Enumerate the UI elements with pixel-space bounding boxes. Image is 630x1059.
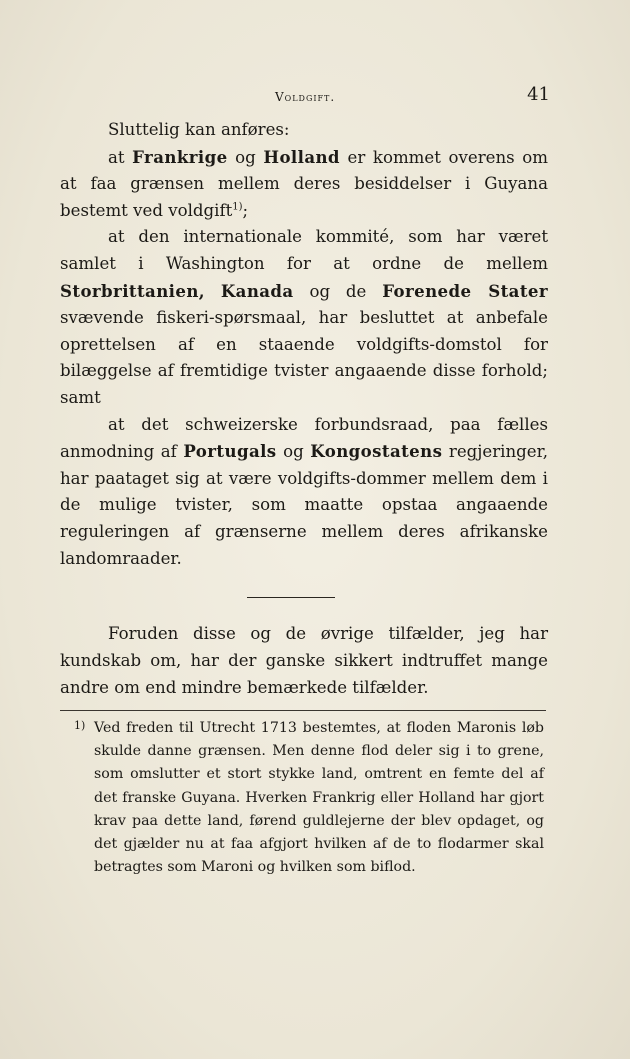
text-run: at det schweizerske forbundsraad, paa fælles anmodning af	[60, 414, 548, 462]
section-divider	[247, 597, 335, 598]
footnote-marker: 1)	[74, 719, 86, 732]
emphasis-kanada: Kanada	[220, 280, 294, 301]
text-run: svævende fiskeri-spørsmaal, har besluttet at anbefale oprettelsen af en staaende voldgifts-domstol for bilæggelse af fremtidige tvister angaaende disse forhold; samt	[60, 308, 548, 407]
footnote-divider	[60, 710, 546, 711]
footnote-reference[interactable]: 1)	[232, 201, 243, 213]
page-number: 41	[527, 84, 550, 105]
emphasis-forenede-stater: Forenede Stater	[382, 280, 549, 301]
text-run: regjeringer, har paataget sig at være voldgifts-dommer mellem dem i de mulige tvister, som maatte opstaa angaaende reguleringen af grænserne mellem deres afrikanske landomraader.	[60, 442, 548, 568]
page-header	[60, 80, 550, 110]
running-title: Voldgift.	[275, 90, 336, 104]
footnote	[74, 717, 544, 879]
footnote-text: Ved freden til Utrecht 1713 bestemtes, at floden Maronis løb skulde danne grænsen. Men denne flod deler sig i to grene, som omslutter et stort stykke land, omtrent en femte del af det franske Guyana. Hverken Frankrig eller Holland har gjort krav paa dette land, førend guldlejerne der blev opdaget, og det gjælder nu at faa afgjort hvilken af de to flodarmer skal betragtes som Maroni og hvilken som biflod.	[94, 720, 544, 876]
text-run: og	[276, 442, 311, 462]
text-run: er kommet overens om at faa grænsen mellem deres besiddelser i Guyana bestemt ved voldgift	[60, 147, 548, 220]
text-run: at	[108, 147, 133, 167]
text-run	[205, 282, 221, 301]
paragraph-closing: Foruden disse og de øvrige tilfælder, jeg har kundskab om, har der ganske sikkert indtruffet mange andre om end mindre bemærkede tilfælder.	[60, 624, 548, 697]
paragraph-washington-commission	[60, 224, 548, 411]
closing-text	[60, 620, 548, 701]
text-run: og	[227, 147, 264, 167]
text-run: at den internationale kommité, som har været samlet i Washington for at ordne de mellem	[60, 227, 548, 273]
paragraph-frankrige-holland	[60, 144, 548, 225]
emphasis-holland: Holland	[263, 146, 340, 167]
emphasis-kongostatens: Kongostatens	[310, 441, 443, 462]
text-run: ;	[242, 200, 249, 220]
paragraph-intro: Sluttelig kan anføres:	[108, 120, 290, 139]
main-text	[60, 117, 548, 572]
emphasis-storbrittanien: Storbrittanien,	[60, 280, 205, 301]
emphasis-frankrige: Frankrige	[132, 146, 228, 167]
text-run: og de	[293, 281, 383, 301]
emphasis-portugals: Portugals	[183, 441, 277, 462]
paragraph-swiss-federal-council	[60, 412, 548, 573]
